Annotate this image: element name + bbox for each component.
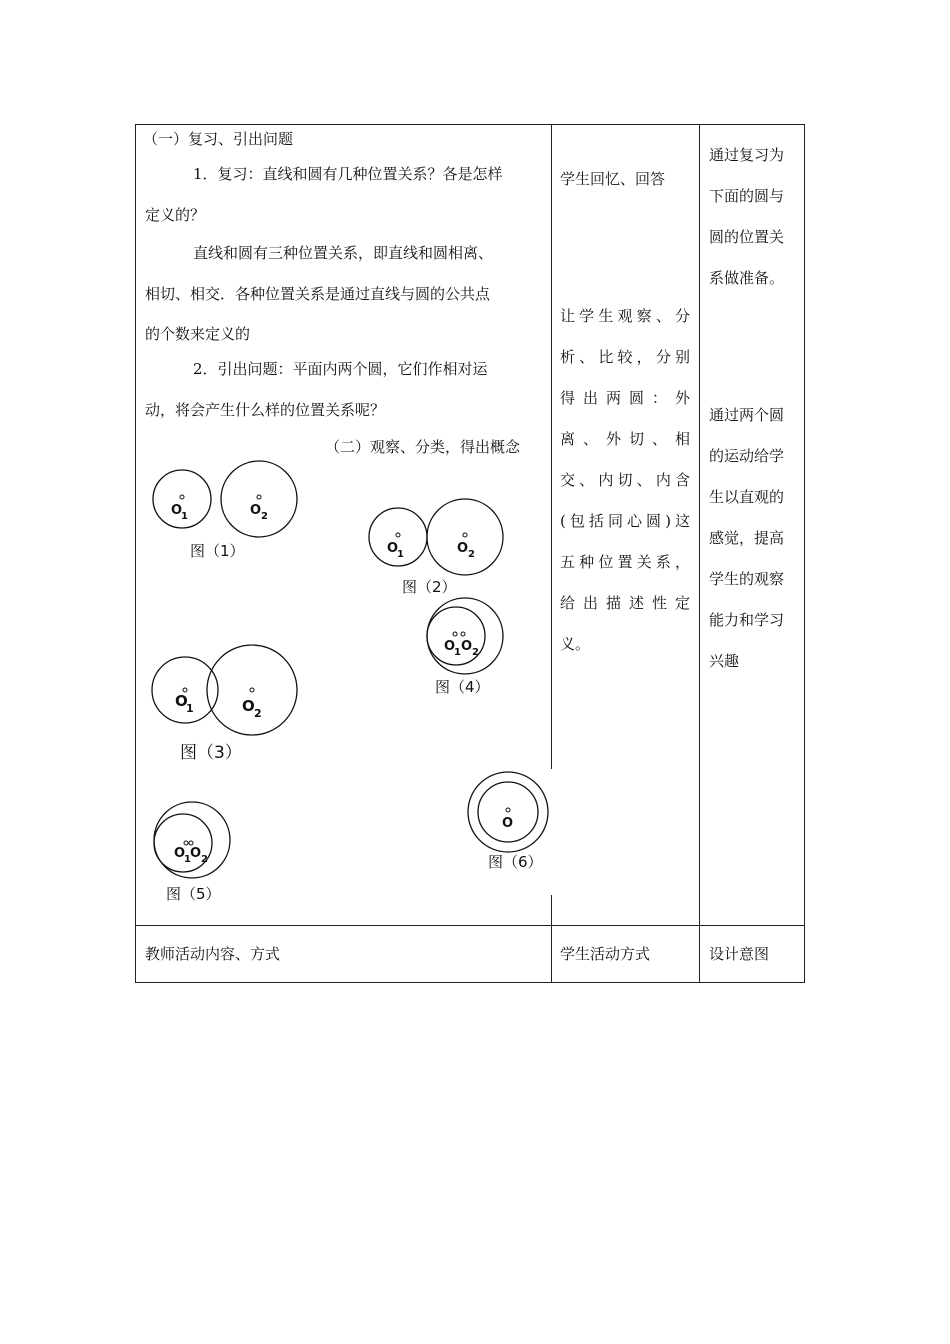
student-line: 离、外切、相 (560, 430, 690, 448)
label-o2-sub-fig2: 2 (468, 549, 475, 560)
design-line: 通过复习为 (709, 146, 785, 164)
student-activity (560, 306, 690, 675)
label-o1-sub-fig3: 1 (186, 702, 194, 715)
student-line: (包括同心圆)这 (560, 512, 690, 530)
design-line: 感觉，提高 (709, 529, 785, 547)
student-line: 交、内切、内含 (560, 471, 690, 489)
section2-title: （二）观察、分类，得出概念 (325, 438, 521, 456)
student-line: 给出描述性定 (560, 594, 690, 612)
student-line: 义。 (560, 635, 591, 653)
section1-title: （一）复习、引出问题 (143, 130, 294, 148)
fig6-caption: 图（6） (488, 853, 543, 871)
student-column-header: 学生活动方式 (560, 945, 651, 963)
review-line-2: 定义的？ (145, 206, 206, 224)
label-o1-fig1: O (171, 503, 183, 518)
footer-row-divider (135, 925, 805, 926)
label-o1-fig5: O (174, 846, 186, 861)
design-line: 通过两个圆 (709, 406, 785, 424)
label-o2-fig2: O (457, 541, 469, 556)
review-line-1: 1．复习：直线和圆有几种位置关系？各是怎样 (193, 165, 503, 183)
student-line: 析、比较，分别 (560, 348, 690, 366)
design-line: 下面的圆与 (709, 187, 785, 205)
question-line-1: 2．引出问题：平面内两个圆，它们作相对运 (193, 360, 488, 378)
label-o1-fig3: O (175, 692, 188, 710)
fig2-caption: 图（2） (402, 578, 457, 596)
label-o1-sub-fig4: 1 (454, 647, 461, 658)
design-line: 系做准备。 (709, 269, 785, 287)
design-line: 能力和学习 (709, 611, 785, 629)
design-line: 学生的观察 (709, 570, 785, 588)
answer-line-3: 的个数来定义的 (145, 325, 251, 343)
answer-line-2: 相切、相交．各种位置关系是通过直线与圆的公共点 (145, 285, 491, 303)
fig3-caption: 图（3） (180, 743, 242, 763)
label-o1-fig2: O (387, 541, 399, 556)
student-line: 五种位置关系， (560, 553, 690, 571)
label-o2-sub-fig3: 2 (254, 707, 262, 720)
design-intent-1 (709, 145, 799, 309)
label-o2-fig3: O (242, 697, 255, 715)
label-o2-sub-fig5: 2 (201, 854, 208, 865)
design-line: 兴趣 (709, 652, 740, 670)
answer-line-1: 直线和圆有三种位置关系，即直线和圆相离、 (193, 244, 494, 262)
student-line: 让学生观察、分 (560, 307, 690, 325)
label-o2-fig4: O (461, 639, 473, 654)
column-divider-1-lower (551, 895, 552, 983)
label-o2-fig5: O (190, 846, 202, 861)
design-column-header: 设计意图 (709, 945, 770, 963)
fig5-caption: 图（5） (166, 885, 221, 903)
column-divider-2 (699, 124, 700, 983)
fig4-caption: 图（4） (435, 678, 490, 696)
label-o2-fig1: O (250, 503, 262, 518)
fig1-caption: 图（1） (190, 542, 245, 560)
label-o1-fig4: O (444, 639, 456, 654)
label-o1-sub-fig2: 1 (397, 549, 404, 560)
label-o1-sub-fig5: 1 (184, 854, 191, 865)
design-line: 圆的位置关 (709, 228, 785, 246)
column-divider-1 (551, 124, 552, 769)
label-o-fig6: O (502, 816, 514, 831)
design-line: 的运动给学 (709, 447, 785, 465)
design-intent-2 (709, 405, 799, 692)
question-line-2: 动，将会产生什么样的位置关系呢？ (145, 401, 386, 419)
student-line: 得出两圆：外 (560, 389, 690, 407)
teacher-column-header: 教师活动内容、方式 (145, 945, 281, 963)
label-o2-sub-fig4: 2 (472, 647, 479, 658)
label-o1-sub-fig1: 1 (181, 511, 188, 522)
label-o2-sub-fig1: 2 (261, 511, 268, 522)
design-line: 生以直观的 (709, 488, 785, 506)
student-recall: 学生回忆、回答 (560, 170, 666, 188)
